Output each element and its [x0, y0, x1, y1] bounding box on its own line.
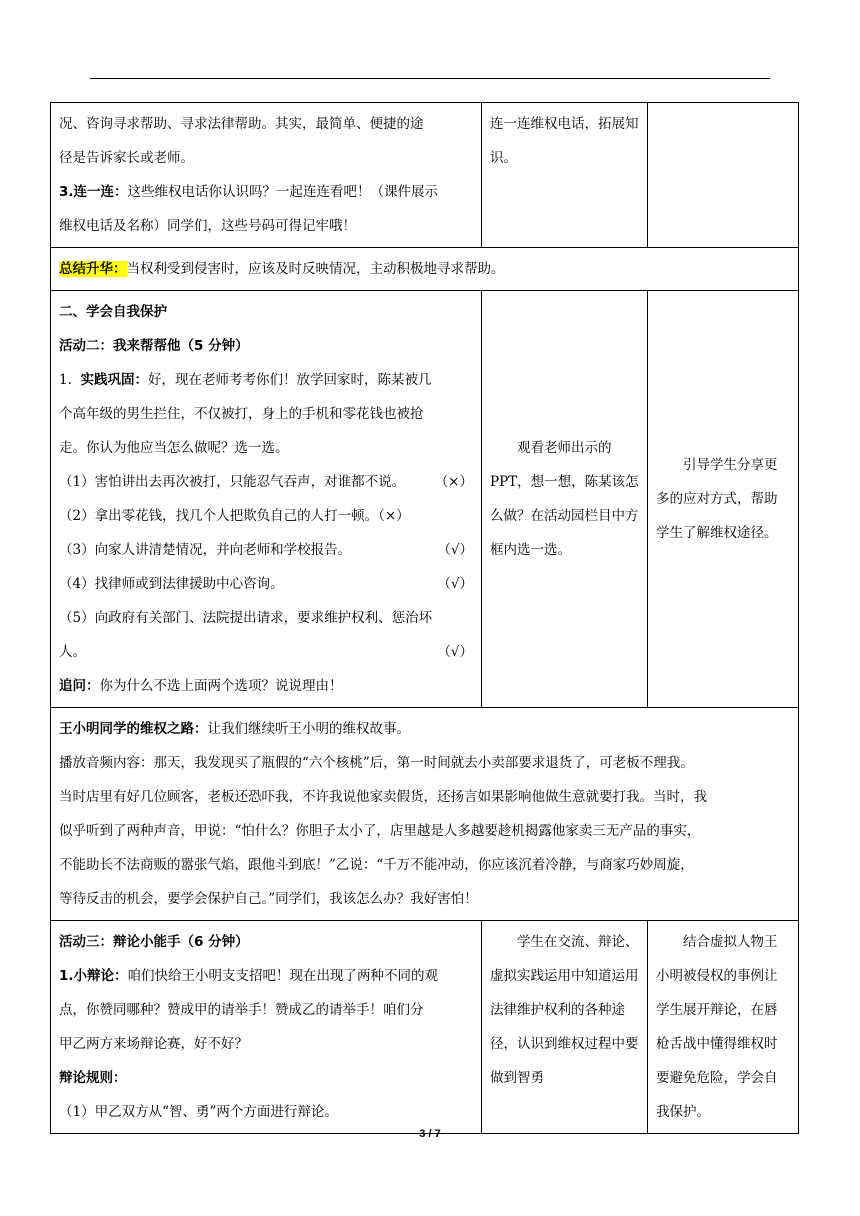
- story-label: 王小明同学的维权之路：: [59, 721, 208, 737]
- followup-text: 你为什么不选上面两个选项？说说理由！: [99, 678, 343, 694]
- followup-line: [59, 669, 473, 703]
- option-item: [59, 635, 473, 669]
- option-mark: （×）: [378, 508, 410, 524]
- student-activity-cell: [482, 921, 648, 1134]
- rule-item: （1）甲乙双方从“智、勇”两个方面进行辩论。: [59, 1104, 338, 1120]
- option-text: 人。: [59, 644, 86, 660]
- table-row: [51, 103, 799, 248]
- story-line: 当时店里有好几位顾客，老板还恐吓我，不许我说他家卖假货，还扬言如果影响他做生意就要打我。当时，我: [59, 789, 707, 805]
- design-intent-text: 引导学生分享更多的应对方式，帮助学生了解维权途径。: [656, 457, 778, 541]
- option-mark: （√）: [437, 576, 473, 592]
- summary-label: 总结升华：: [59, 261, 127, 277]
- option-mark: （×）: [434, 474, 473, 490]
- summary-text: 当权利受到侵害时，应该及时反映情况，主动积极地寻求帮助。: [126, 261, 505, 277]
- teacher-activity-cell: [51, 291, 482, 708]
- story-line: 等待反击的机会，要学会保护自己。”同学们，我该怎么办？我好害怕！: [59, 891, 478, 907]
- option-item: （5）向政府有关部门、法院提出请求，要求维护权利、惩治坏: [59, 610, 433, 626]
- student-activity-cell: [482, 103, 648, 248]
- option-text: （1）害怕讲出去再次被打，只能忍气吞声，对谁都不说。: [59, 474, 406, 490]
- design-intent-cell: [648, 921, 799, 1134]
- section-heading: 二、学会自我保护: [59, 304, 167, 320]
- text-line: 径是告诉家长或老师。: [59, 150, 194, 166]
- table-row: [51, 248, 799, 291]
- practice-label: 实践巩固：: [80, 372, 148, 388]
- teacher-activity-cell: [51, 921, 482, 1134]
- option-text: （2）拿出零花钱，找几个人把欺负自己的人打一顿。: [59, 508, 379, 524]
- story-line: 不能助长不法商贩的嚣张气焰，跟他斗到底！”乙说：“千万不能冲动，你应该沉着冷静，与商家巧妙周旋，: [59, 857, 694, 873]
- story-line: 似乎听到了两种声音，甲说：“怕什么？你胆子太小了，店里越是人多越要趁机揭露他家卖三无产品的事实，: [59, 823, 701, 839]
- design-intent-text: 结合虚拟人物王小明被侵权的事例让学生展开辩论，在唇枪舌战中懂得维权时要避免危险，学会自我保护。: [656, 934, 778, 1120]
- option-item: [59, 567, 473, 601]
- text-line: 维权电话及名称）同学们，这些号码可得记牢哦！: [59, 218, 356, 234]
- linkup-label: 3.连一连：: [59, 184, 128, 200]
- story-intro-line: [59, 712, 790, 746]
- option-text: （3）向家人讲清楚情况，并向老师和学校报告。: [59, 542, 352, 558]
- design-intent-cell: [648, 291, 799, 708]
- debate-line: [59, 959, 473, 993]
- option-text: （4）找律师或到法律援助中心咨询。: [59, 576, 284, 592]
- linkup-text: 这些维权电话你认识吗？一起连连看吧！（课件展示: [127, 184, 439, 200]
- header-rule: [90, 78, 770, 79]
- student-activity-text: 观看老师出示的PPT，想一想，陈某该怎么做？在活动园栏目中方框内选一选。: [490, 440, 639, 558]
- page-number: 3 / 7: [419, 1128, 441, 1140]
- activity-title: 活动三：辩论小能手（6 分钟）: [59, 934, 249, 950]
- story-intro: 让我们继续听王小明的维权故事。: [207, 721, 410, 737]
- text-line: 个高年级的男生拦住，不仅被打，身上的手机和零花钱也被抢: [59, 406, 424, 422]
- linkup-line: [59, 175, 473, 209]
- option-mark: （√）: [437, 542, 473, 558]
- option-item: [59, 533, 473, 567]
- practice-line: [59, 363, 473, 397]
- practice-number: 1.: [59, 372, 72, 388]
- option-mark: （√）: [437, 644, 473, 660]
- design-intent-cell: [648, 103, 799, 248]
- text-line: 点，你赞同哪种？赞成甲的请举手！赞成乙的请举手！咱们分: [59, 1002, 424, 1018]
- activity-title: 活动二：我来帮帮他（5 分钟）: [59, 338, 249, 354]
- table-row: [51, 921, 799, 1134]
- text-line: 甲乙两方来场辩论赛，好不好？: [59, 1036, 248, 1052]
- teacher-activity-cell: [51, 103, 482, 248]
- option-item: [59, 499, 473, 533]
- debate-text: 咱们快给王小明支支招吧！现在出现了两种不同的观: [127, 968, 439, 984]
- lesson-table: [50, 102, 799, 1134]
- option-item: [59, 465, 473, 499]
- story-cell: [51, 708, 799, 921]
- student-activity-cell: [482, 291, 648, 708]
- student-activity-text: 连一连维权电话，拓展知识。: [490, 116, 639, 166]
- student-activity-text: 学生在交流、辩论、虚拟实践运用中知道运用法律维护权利的各种途径，认识到维权过程中要做到智勇: [490, 934, 639, 1086]
- followup-label: 追问：: [59, 678, 100, 694]
- text-line: 走。你认为他应当怎么做呢？选一选。: [59, 440, 289, 456]
- story-line: 播放音频内容：那天，我发现买了瓶假的“六个核桃”后，第一时间就去小卖部要求退货了，可老板不理我。: [59, 755, 694, 771]
- text-line: 况、咨询寻求帮助、寻求法律帮助。其实，最简单、便捷的途: [59, 116, 424, 132]
- debate-label: 1.小辩论：: [59, 968, 128, 984]
- rules-label: 辩论规则：: [59, 1070, 127, 1086]
- table-row: [51, 708, 799, 921]
- table-row: [51, 291, 799, 708]
- summary-cell: [51, 248, 799, 291]
- practice-text: 好，现在老师考考你们！放学回家时，陈某被几: [147, 372, 432, 388]
